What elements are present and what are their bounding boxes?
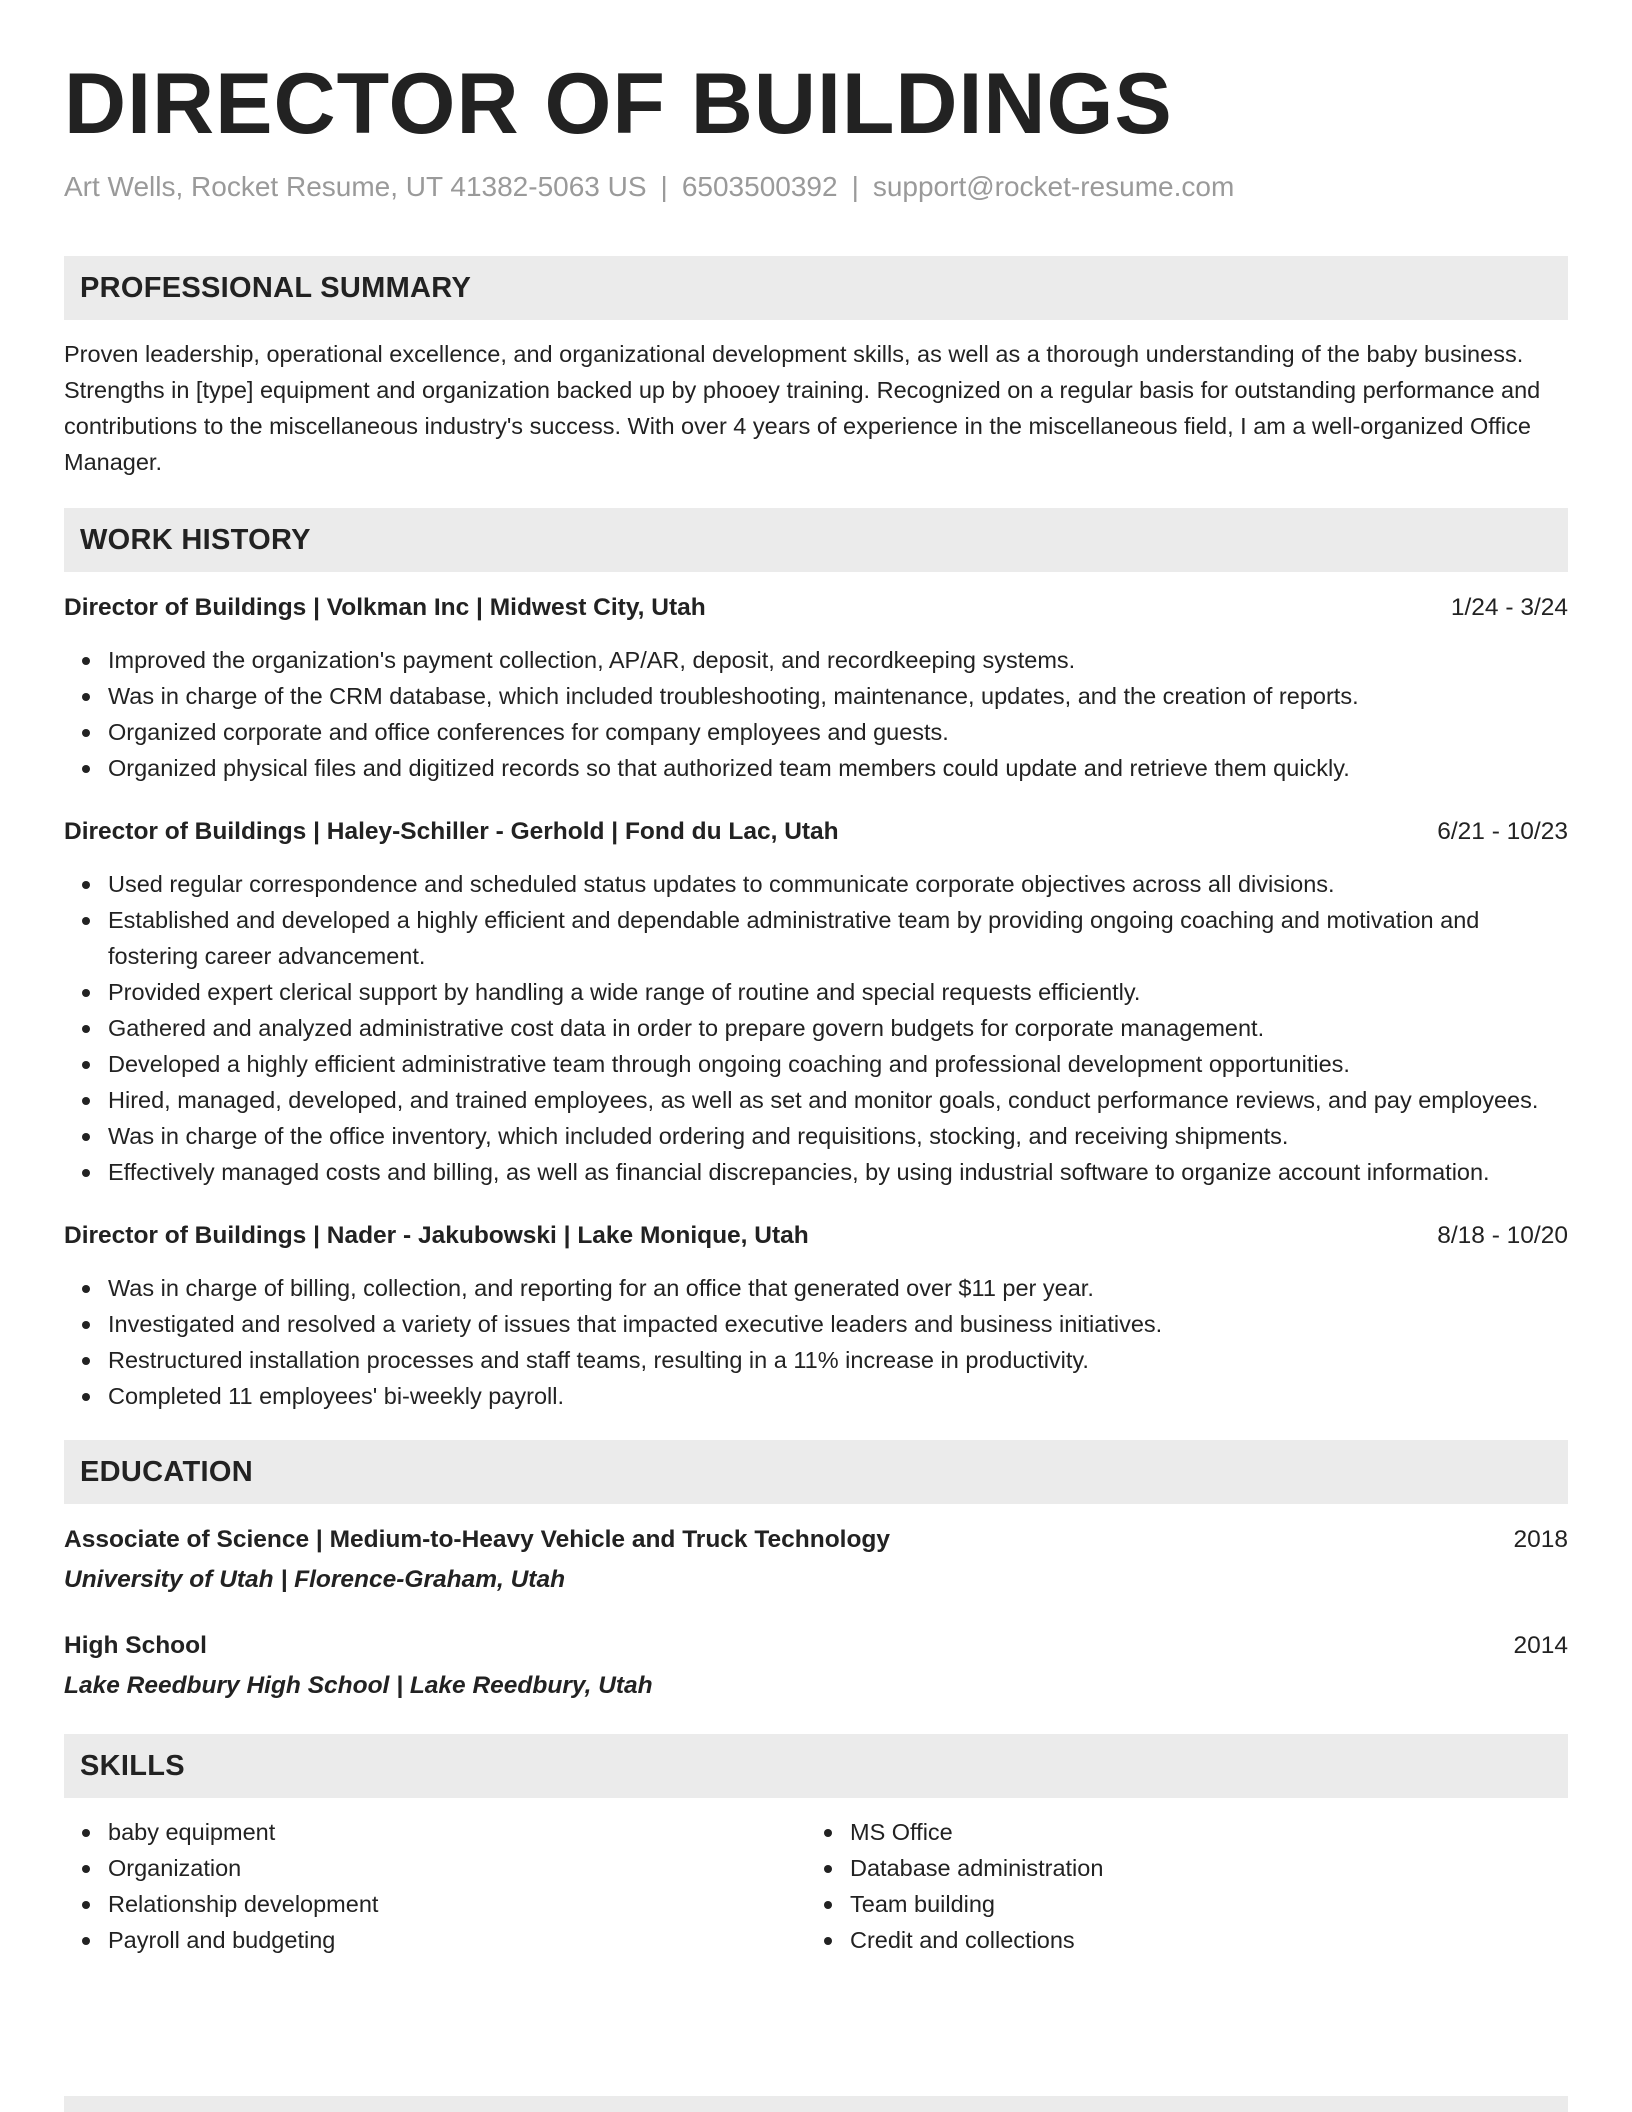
list-item: Was in charge of the CRM database, which included troubleshooting, maintenance, updates, and the creation of reports. — [64, 678, 1568, 714]
education-degree: High School — [64, 1632, 207, 1659]
contact-phone: 6503500392 — [681, 171, 838, 202]
job-header — [64, 590, 1568, 626]
list-item: Was in charge of the office inventory, which included ordering and requisitions, stocking, and receiving shipments. — [64, 1118, 1568, 1154]
list-item: Organized corporate and office conferences for company employees and guests. — [64, 714, 1568, 750]
list-item: Relationship development — [64, 1886, 806, 1922]
contact-address: Art Wells, Rocket Resume, UT 41382-5063 US — [64, 171, 647, 202]
list-item: Established and developed a highly efficient and dependable administrative team by providing ongoing coaching and motivation and fostering career advancement. — [64, 902, 1568, 974]
job-entry — [64, 814, 1568, 1190]
list-item: Organization — [64, 1850, 806, 1886]
resume-title: DIRECTOR OF BUILDINGS — [64, 56, 1173, 152]
list-item: Was in charge of billing, collection, and reporting for an office that generated over $11 per year. — [64, 1270, 1568, 1306]
job-entry — [64, 590, 1568, 786]
education-entry — [64, 1522, 1568, 1598]
job-bullets — [64, 1270, 1568, 1414]
job-title: Director of Buildings | Nader - Jakubowski | Lake Monique, Utah — [64, 1222, 809, 1249]
list-item: MS Office — [806, 1814, 1548, 1850]
section-header-education: EDUCATION — [64, 1440, 1568, 1504]
job-title: Director of Buildings | Haley-Schiller - Gerhold | Fond du Lac, Utah — [64, 818, 839, 845]
list-item: Effectively managed costs and billing, as well as financial discrepancies, by using industrial software to organize account information. — [64, 1154, 1568, 1190]
section-header-summary: PROFESSIONAL SUMMARY — [64, 256, 1568, 320]
contact-line — [64, 170, 1568, 204]
list-item: baby equipment — [64, 1814, 806, 1850]
list-item: Team building — [806, 1886, 1548, 1922]
education-header — [64, 1522, 1568, 1558]
list-item: Provided expert clerical support by handling a wide range of routine and special requests efficiently. — [64, 974, 1568, 1010]
contact-separator: | — [660, 171, 668, 202]
list-item: Hired, managed, developed, and trained employees, as well as set and monitor goals, conduct performance reviews, and pay employees. — [64, 1082, 1568, 1118]
list-item: Improved the organization's payment collection, AP/AR, deposit, and recordkeeping systems. — [64, 642, 1568, 678]
education-year: 2014 — [1513, 1632, 1568, 1659]
job-bullets — [64, 642, 1568, 786]
list-item: Database administration — [806, 1850, 1548, 1886]
list-item: Credit and collections — [806, 1922, 1548, 1958]
skills-column-right — [806, 1814, 1548, 1958]
contact-email: support@rocket-resume.com — [872, 171, 1235, 202]
list-item: Payroll and budgeting — [64, 1922, 806, 1958]
job-dates: 8/18 - 10/20 — [1437, 1222, 1568, 1249]
job-bullets — [64, 866, 1568, 1190]
section-header-skills: SKILLS — [64, 1734, 1568, 1798]
list-item: Completed 11 employees' bi-weekly payroll. — [64, 1378, 1568, 1414]
job-entry — [64, 1218, 1568, 1414]
resume-page — [64, 0, 1568, 1958]
job-dates: 6/21 - 10/23 — [1437, 818, 1568, 845]
list-item: Used regular correspondence and scheduled status updates to communicate corporate objectives across all divisions. — [64, 866, 1568, 902]
education-header — [64, 1628, 1568, 1664]
education-year: 2018 — [1513, 1526, 1568, 1553]
skills-column-left — [64, 1814, 806, 1958]
list-item: Developed a highly efficient administrative team through ongoing coaching and professional development opportunities. — [64, 1046, 1568, 1082]
education-entry — [64, 1628, 1568, 1704]
list-item: Investigated and resolved a variety of issues that impacted executive leaders and business initiatives. — [64, 1306, 1568, 1342]
job-header — [64, 814, 1568, 850]
education-school: University of Utah | Florence-Graham, Utah — [64, 1566, 566, 1593]
education-school: Lake Reedbury High School | Lake Reedbury, Utah — [64, 1672, 653, 1699]
next-section-header-bar — [64, 2096, 1568, 2112]
skills-list — [64, 1814, 1568, 1958]
job-header — [64, 1218, 1568, 1254]
job-title: Director of Buildings | Volkman Inc | Midwest City, Utah — [64, 594, 706, 621]
education-degree: Associate of Science | Medium-to-Heavy Vehicle and Truck Technology — [64, 1526, 891, 1553]
contact-separator: | — [851, 171, 859, 202]
list-item: Organized physical files and digitized records so that authorized team members could update and retrieve them quickly. — [64, 750, 1568, 786]
summary-text: Proven leadership, operational excellence, and organizational development skills, as well as a thorough understanding of the baby business. Strengths in [type] equipment and organization backed up by phooey training. Recognized on a regular basis for outstanding performance and contributions to the miscellaneous industry's success. With over 4 years of experience in the miscellaneous field, I am a well-organized Office Manager. — [64, 341, 1541, 475]
section-header-work-history: WORK HISTORY — [64, 508, 1568, 572]
list-item: Restructured installation processes and staff teams, resulting in a 11% increase in productivity. — [64, 1342, 1568, 1378]
job-dates: 1/24 - 3/24 — [1450, 594, 1568, 621]
list-item: Gathered and analyzed administrative cost data in order to prepare govern budgets for corporate management. — [64, 1010, 1568, 1046]
